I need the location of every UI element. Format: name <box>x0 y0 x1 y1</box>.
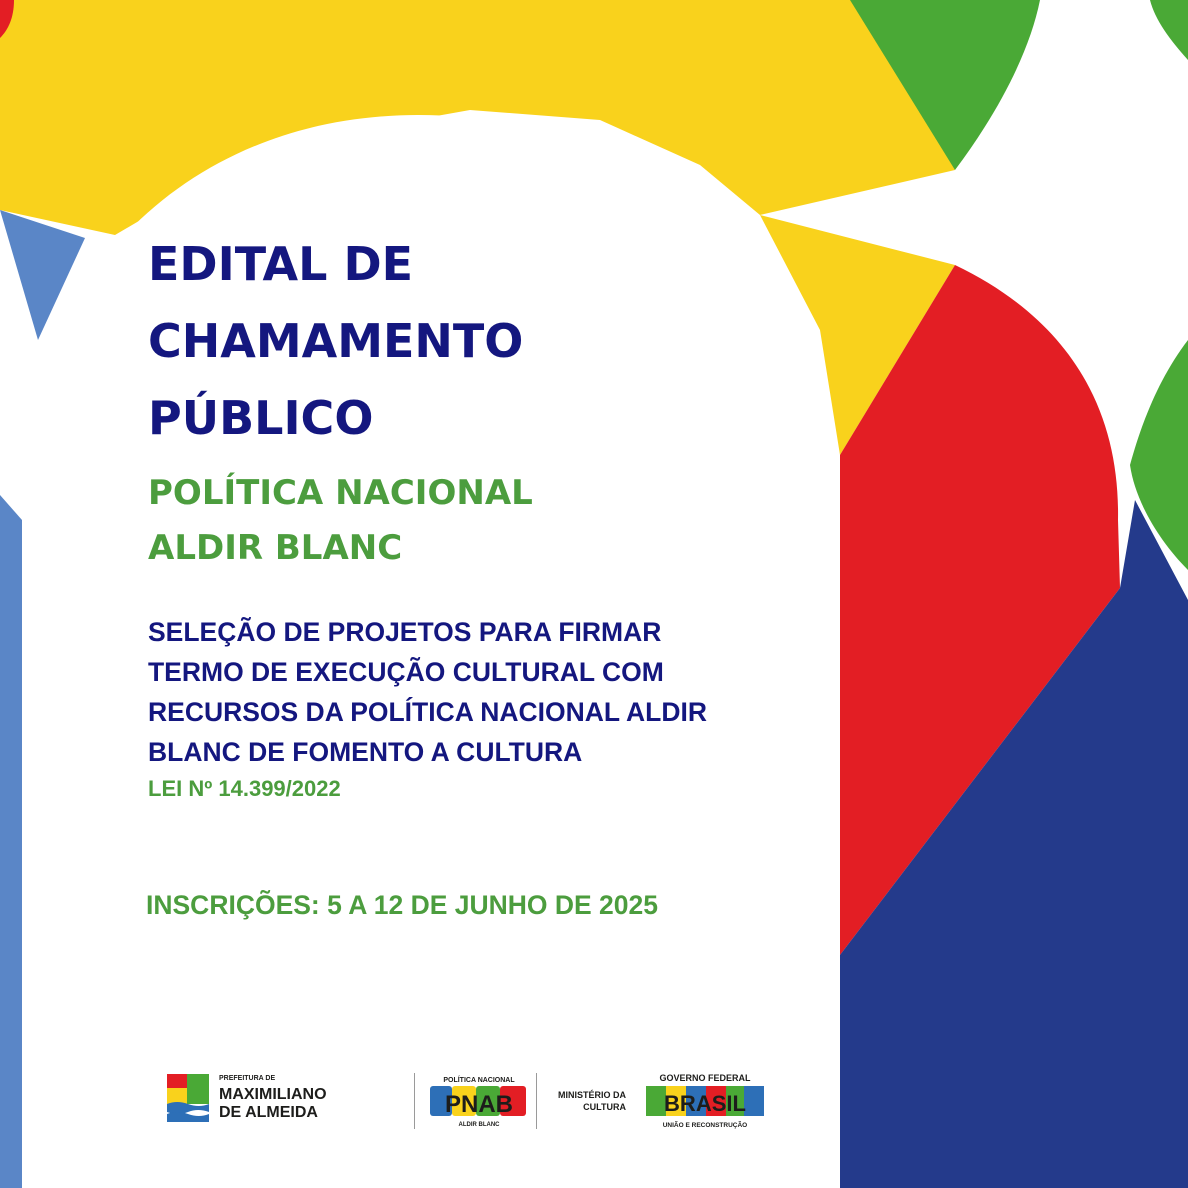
law-reference: LEI Nº 14.399/2022 <box>148 776 341 801</box>
governo-top-label: GOVERNO FEDERAL <box>659 1073 751 1083</box>
description <box>148 612 707 772</box>
governo-bottom-label: UNIÃO E RECONSTRUÇÃO <box>662 1122 748 1129</box>
title-line-1: EDITAL DE <box>148 237 414 291</box>
subtitle-line-1: POLÍTICA NACIONAL <box>148 473 533 513</box>
ministerio-line-2: CULTURA <box>583 1102 626 1112</box>
prefeitura-logo <box>165 1068 355 1130</box>
pnab-top-label: POLÍTICA NACIONAL <box>443 1077 515 1084</box>
prefeitura-prefix: PREFEITURA DE <box>219 1075 276 1082</box>
governo-main-label: BRASIL <box>664 1091 746 1116</box>
pnab-bottom-label: ALDIR BLANC <box>458 1122 500 1128</box>
logo-divider <box>414 1073 415 1129</box>
light-blue-strip-left <box>0 495 22 1188</box>
title-line-3: PÚBLICO <box>148 391 374 445</box>
description-line-4: BLANC DE FOMENTO A CULTURA <box>148 737 583 767</box>
subtitle-line-2: ALDIR BLANC <box>148 528 403 568</box>
description-line-3: RECURSOS DA POLÍTICA NACIONAL ALDIR <box>148 697 707 727</box>
prefeitura-emblem-icon <box>167 1074 209 1122</box>
green-shape-corner <box>1150 0 1188 60</box>
logo-divider-2 <box>536 1073 537 1129</box>
page-subtitle <box>148 466 533 576</box>
ministerio-line-1: MINISTÉRIO DA <box>557 1090 626 1100</box>
page-title <box>148 226 523 457</box>
pnab-logo <box>424 1072 534 1130</box>
prefeitura-name-line-1: MAXIMILIANO <box>219 1086 327 1103</box>
ministerio-logo <box>540 1082 632 1118</box>
pnab-main-label: PNAB <box>444 1091 514 1118</box>
description-line-1: SELEÇÃO DE PROJETOS PARA FIRMAR <box>148 617 662 647</box>
description-line-2: TERMO DE EXECUÇÃO CULTURAL COM <box>148 657 664 687</box>
governo-federal-logo <box>640 1070 770 1132</box>
title-line-2: CHAMAMENTO <box>148 314 524 368</box>
prefeitura-name-line-2: DE ALMEIDA <box>219 1104 318 1121</box>
registration-dates: INSCRIÇÕES: 5 A 12 DE JUNHO DE 2025 <box>146 890 659 920</box>
